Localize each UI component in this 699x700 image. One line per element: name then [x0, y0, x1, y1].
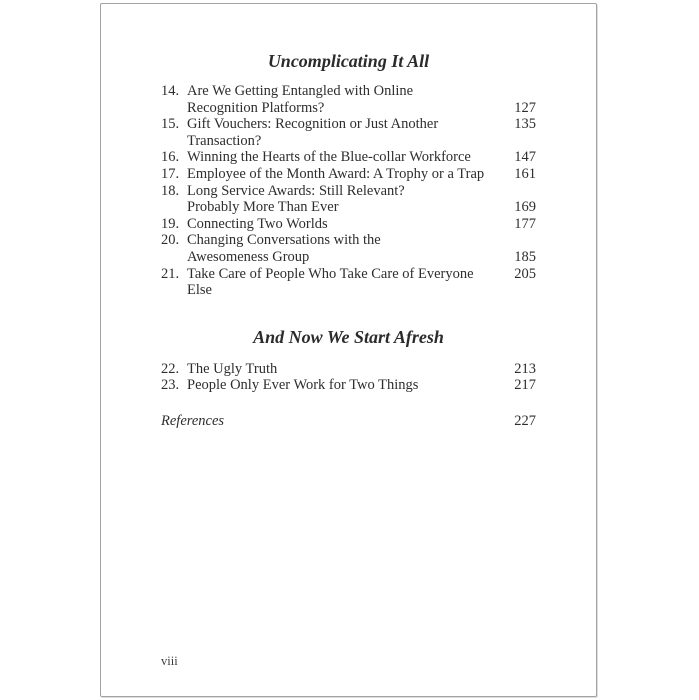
- toc-row: [161, 249, 536, 266]
- toc-section-uncomplicating: [161, 50, 536, 299]
- toc-row: [161, 166, 536, 183]
- toc-row: [161, 83, 536, 100]
- toc-entry-title: Take Care of People Who Take Care of Everyone Else: [187, 265, 474, 299]
- book-page: [100, 3, 597, 697]
- toc-row: [161, 183, 536, 200]
- toc-entry-number: 16.: [161, 149, 180, 166]
- toc-entry-number: [161, 100, 187, 117]
- toc-entry-page: 169: [514, 199, 536, 216]
- toc-entry-title: The Ugly Truth: [187, 360, 278, 377]
- toc-entry-number: [161, 249, 187, 266]
- toc-entry-title: Recognition Platforms?: [187, 99, 325, 116]
- toc-row: [161, 100, 536, 117]
- toc-entry-number: 15.: [161, 116, 180, 133]
- section-heading: Uncomplicating It All: [267, 51, 430, 71]
- toc-entry-page: 147: [514, 149, 536, 166]
- toc-entry-page: 161: [514, 165, 536, 182]
- folio-page-number: viii: [161, 654, 178, 668]
- toc-section-afresh: [161, 326, 536, 394]
- toc-entry-number: 18.: [161, 182, 180, 199]
- toc-entry-page: [508, 83, 536, 100]
- toc-entry-number: 21.: [161, 265, 180, 282]
- toc-entry-page: 213: [514, 360, 536, 377]
- toc-entry-number: 23.: [161, 377, 180, 394]
- toc-row: [161, 116, 536, 149]
- toc-row: [161, 199, 536, 216]
- toc-row: [161, 266, 536, 299]
- toc-entry-number: 19.: [161, 215, 180, 232]
- toc-entry-title: Connecting Two Worlds: [187, 215, 328, 232]
- table-of-contents: [161, 50, 536, 430]
- section-heading: And Now We Start Afresh: [253, 326, 444, 347]
- toc-entry-page: [508, 232, 536, 249]
- toc-entry-title: Are We Getting Entangled with Online: [187, 83, 414, 99]
- toc-entry-page: 205: [514, 265, 536, 282]
- toc-entry-page: [508, 183, 536, 200]
- toc-entry-title: Changing Conversations with the: [187, 232, 381, 249]
- toc-entry-number: 22.: [161, 360, 180, 377]
- toc-entry-page: 185: [514, 248, 536, 265]
- toc-row: [161, 232, 536, 249]
- toc-entry-title: Long Service Awards: Still Relevant?: [187, 182, 405, 199]
- toc-entry-number: 17.: [161, 165, 180, 182]
- toc-row-references: [161, 413, 536, 430]
- toc-entry-number: [161, 199, 187, 216]
- toc-row: [161, 377, 536, 394]
- toc-entry-number: 20.: [161, 232, 180, 249]
- toc-entry-page: 177: [514, 215, 536, 232]
- references-label: References: [161, 412, 225, 429]
- toc-row: [161, 361, 536, 378]
- toc-entry-title: Employee of the Month Award: A Trophy or a Trap: [187, 165, 485, 182]
- toc-entry-page: 217: [514, 377, 536, 394]
- toc-entry-title: People Only Ever Work for Two Things: [187, 377, 419, 394]
- toc-entry-title: Gift Vouchers: Recognition or Just Another Transaction?: [187, 116, 439, 149]
- toc-entry-page: 127: [514, 99, 536, 116]
- toc-row: [161, 149, 536, 166]
- toc-entry-title: Awesomeness Group: [187, 248, 310, 265]
- toc-entry-page: 135: [514, 116, 536, 133]
- toc-entry-title: Probably More Than Ever: [187, 199, 339, 216]
- references-page: 227: [514, 412, 536, 429]
- toc-row: [161, 216, 536, 233]
- toc-entry-title: Winning the Hearts of the Blue-collar Workforce: [187, 149, 471, 166]
- toc-entry-number: 14.: [161, 83, 180, 99]
